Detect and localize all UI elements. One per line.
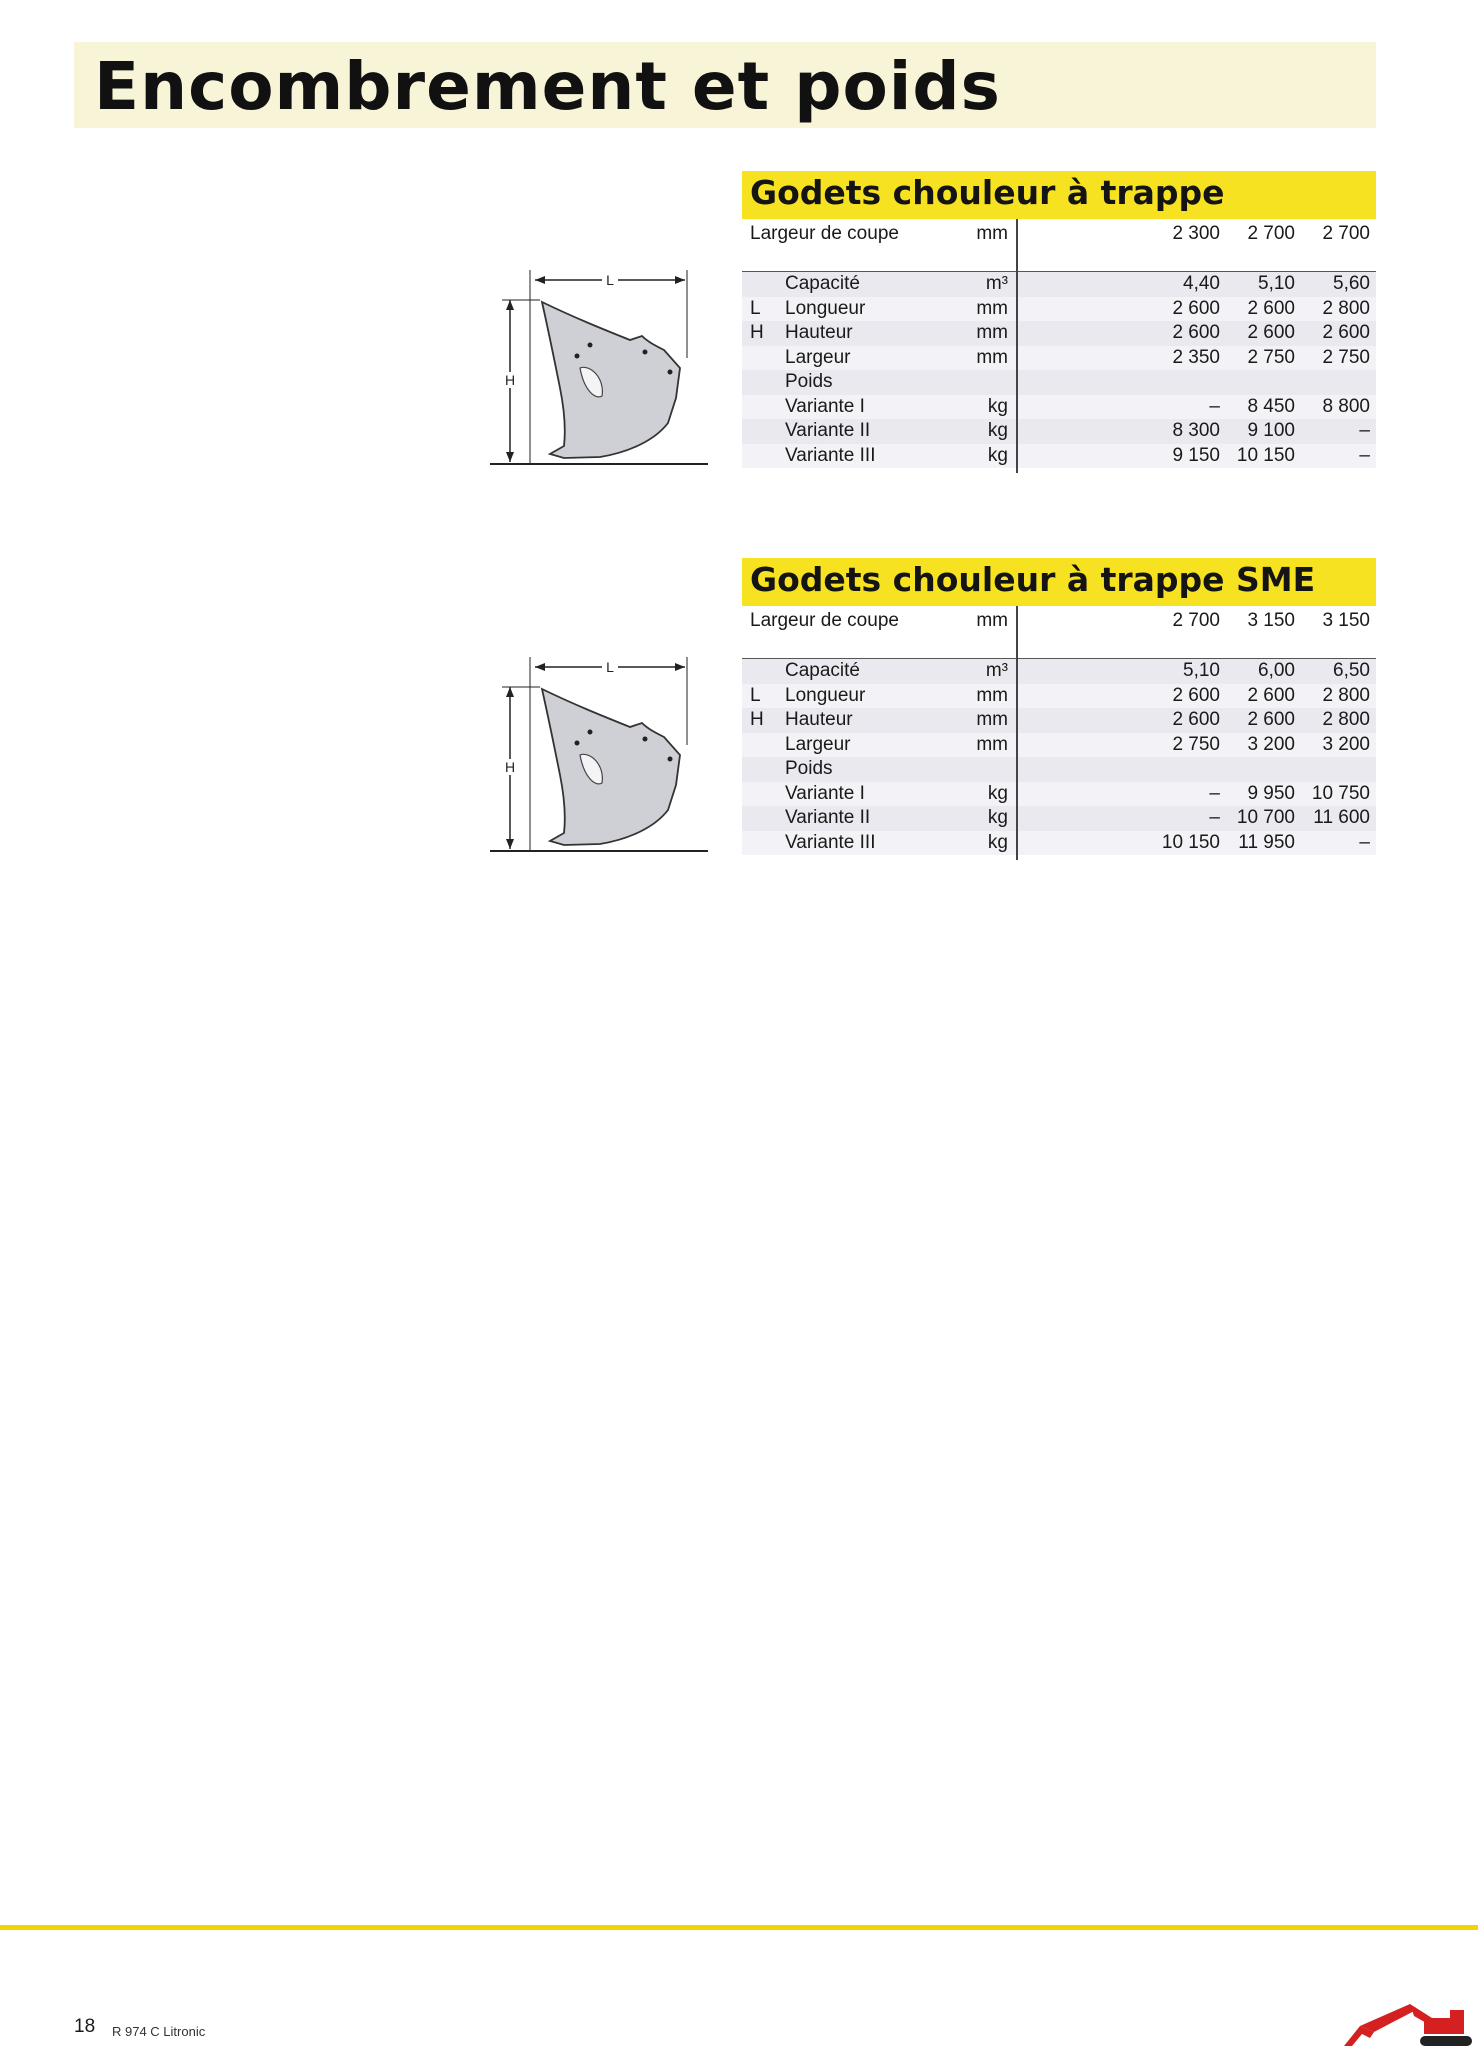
row-label: Hauteur	[785, 709, 853, 730]
header-value: 3 150	[1247, 610, 1295, 631]
row-value: 6,50	[1333, 660, 1370, 681]
row-value: 9 100	[1247, 420, 1295, 441]
table-divider	[742, 640, 1376, 659]
row-label: Poids	[785, 758, 833, 779]
row-value: 5,60	[1333, 273, 1370, 294]
row-unit: m³	[985, 660, 1008, 681]
row-symbol: L	[750, 297, 761, 319]
table-row	[742, 419, 1376, 444]
row-value: 5,10	[1183, 660, 1220, 681]
row-value: 8 450	[1247, 395, 1295, 417]
page-number: 18	[74, 2016, 96, 2037]
table-title-bar	[742, 558, 1376, 606]
row-unit: m³	[985, 273, 1008, 294]
row-label: Variante I	[785, 782, 865, 804]
row-value: 2 600	[1172, 709, 1220, 730]
header-value: 3 150	[1322, 610, 1370, 631]
row-value: 2 800	[1322, 709, 1370, 730]
row-value: 2 600	[1172, 297, 1220, 319]
table-row	[742, 708, 1376, 733]
row-value: 10 150	[1236, 444, 1295, 466]
row-value: 2 600	[1247, 709, 1295, 730]
row-label: Variante II	[785, 420, 871, 441]
header-value: 2 700	[1322, 223, 1370, 244]
row-value: 9 950	[1247, 782, 1295, 804]
header-unit: mm	[976, 610, 1008, 631]
row-symbol: H	[750, 322, 764, 343]
row-label: Longueur	[785, 297, 866, 319]
row-unit: kg	[987, 444, 1008, 466]
row-unit: mm	[976, 709, 1008, 730]
row-unit: kg	[987, 420, 1008, 441]
table-row	[742, 806, 1376, 831]
table-row	[742, 395, 1376, 420]
table-header-row	[742, 219, 1376, 253]
row-label: Hauteur	[785, 322, 853, 343]
row-unit: mm	[976, 684, 1008, 706]
table-row	[742, 370, 1376, 395]
row-value: –	[1209, 782, 1220, 804]
bucket-diagram	[480, 268, 720, 468]
row-unit: kg	[987, 831, 1008, 853]
table-row	[742, 733, 1376, 758]
row-value: –	[1359, 831, 1370, 853]
row-label: Largeur	[785, 346, 851, 368]
row-value: 2 600	[1172, 322, 1220, 343]
table-row	[742, 782, 1376, 807]
row-value: 3 200	[1322, 733, 1370, 755]
row-value: 2 750	[1172, 733, 1220, 755]
row-value: 2 750	[1247, 346, 1295, 368]
header-label: Largeur de coupe	[750, 610, 899, 631]
table-divider	[742, 253, 1376, 272]
row-unit: kg	[987, 395, 1008, 417]
row-value: 10 700	[1236, 807, 1295, 828]
column-separator	[1016, 219, 1018, 473]
row-value: 2 750	[1322, 346, 1370, 368]
table-row	[742, 659, 1376, 684]
row-value: –	[1359, 420, 1370, 441]
row-value: –	[1359, 444, 1370, 466]
page-title-bar	[74, 42, 1376, 128]
row-value: 3 200	[1247, 733, 1295, 755]
row-symbol: H	[750, 709, 764, 730]
row-label: Capacité	[785, 660, 860, 681]
row-unit: mm	[976, 297, 1008, 319]
row-value: 10 750	[1311, 782, 1370, 804]
row-value: 2 800	[1322, 297, 1370, 319]
row-unit: mm	[976, 346, 1008, 368]
row-value: 8 300	[1172, 420, 1220, 441]
diagram-h-label: H	[504, 372, 516, 388]
row-unit: mm	[976, 733, 1008, 755]
row-value: 11 600	[1313, 807, 1370, 828]
table-title: Godets chouleur à trappe	[750, 173, 1225, 212]
table-row	[742, 444, 1376, 469]
bucket-table-1	[742, 171, 1376, 468]
row-label: Poids	[785, 371, 833, 392]
page-title: Encombrement et poids	[94, 48, 1001, 125]
header-value: 2 700	[1172, 610, 1220, 631]
header-value: 2 700	[1247, 223, 1295, 244]
row-value: 11 950	[1238, 831, 1295, 853]
table-row	[742, 757, 1376, 782]
row-value: –	[1209, 395, 1220, 417]
row-label: Variante II	[785, 807, 871, 828]
diagram-l-label: L	[606, 272, 614, 288]
table-row	[742, 272, 1376, 297]
row-value: 2 600	[1247, 322, 1295, 343]
row-unit: kg	[987, 807, 1008, 828]
row-value: 4,40	[1183, 273, 1220, 294]
table-header-row	[742, 606, 1376, 640]
row-label: Largeur	[785, 733, 851, 755]
header-value: 2 300	[1172, 223, 1220, 244]
diagram-l-label: L	[606, 659, 614, 675]
row-value: 2 600	[1247, 684, 1295, 706]
row-value: –	[1209, 807, 1220, 828]
row-value: 2 800	[1322, 684, 1370, 706]
table-row	[742, 346, 1376, 371]
row-value: 5,10	[1258, 273, 1295, 294]
row-label: Capacité	[785, 273, 860, 294]
row-value: 9 150	[1172, 444, 1220, 466]
row-label: Variante I	[785, 395, 865, 417]
row-value: 2 600	[1322, 322, 1370, 343]
excavator-logo-icon	[1340, 1996, 1478, 2048]
diagram-h-label: H	[504, 759, 516, 775]
row-value: 2 600	[1247, 297, 1295, 319]
row-symbol: L	[750, 684, 761, 706]
header-unit: mm	[976, 223, 1008, 244]
table-row	[742, 684, 1376, 709]
row-value: 6,00	[1258, 660, 1295, 681]
row-unit: kg	[987, 782, 1008, 804]
header-label: Largeur de coupe	[750, 223, 899, 244]
model-name: R 974 C Litronic	[112, 2024, 206, 2039]
bucket-diagram	[480, 655, 720, 855]
table-title: Godets chouleur à trappe SME	[750, 560, 1316, 599]
row-value: 10 150	[1161, 831, 1220, 853]
footer-rule	[0, 1925, 1478, 1930]
row-value: 8 800	[1322, 395, 1370, 417]
table-row	[742, 831, 1376, 856]
bucket-table-2	[742, 558, 1376, 855]
row-value: 2 600	[1172, 684, 1220, 706]
row-label: Longueur	[785, 684, 866, 706]
row-unit: mm	[976, 322, 1008, 343]
table-row	[742, 321, 1376, 346]
row-label: Variante III	[785, 831, 876, 853]
column-separator	[1016, 606, 1018, 860]
table-row	[742, 297, 1376, 322]
table-title-bar	[742, 171, 1376, 219]
row-label: Variante III	[785, 444, 876, 466]
row-value: 2 350	[1172, 346, 1220, 368]
